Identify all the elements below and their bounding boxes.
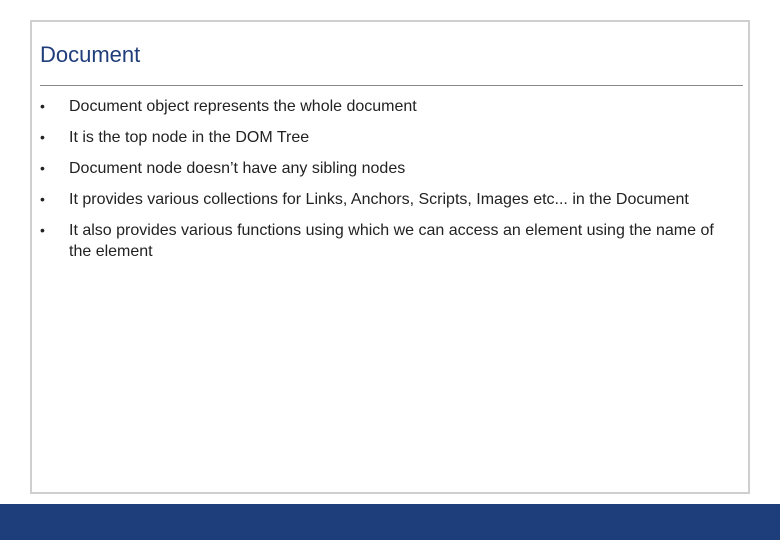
slide-frame: [30, 20, 750, 494]
bullet-icon: •: [40, 191, 45, 207]
bullet-text: It is the top node in the DOM Tree: [69, 129, 310, 146]
footer-bar: [0, 504, 780, 540]
bullet-icon: •: [40, 129, 45, 145]
bullet-item: [40, 189, 730, 210]
bullet-icon: •: [40, 98, 45, 114]
bullet-item: [40, 127, 730, 148]
bullet-icon: •: [40, 222, 45, 238]
slide-title: Document: [40, 42, 141, 67]
bullet-list: [40, 96, 730, 272]
bullet-text: Document node doesn’t have any sibling nodes: [69, 160, 406, 177]
bullet-item: [40, 158, 730, 179]
bullet-icon: •: [40, 160, 45, 176]
bullet-item: [40, 96, 730, 117]
title-divider: [40, 85, 743, 86]
bullet-text: It also provides various functions using which we can access an element using the name of the element: [69, 222, 714, 260]
bullet-text: It provides various collections for Links, Anchors, Scripts, Images etc... in the Document: [69, 191, 689, 208]
bullet-item: [40, 220, 730, 262]
bullet-text: Document object represents the whole document: [69, 98, 417, 115]
